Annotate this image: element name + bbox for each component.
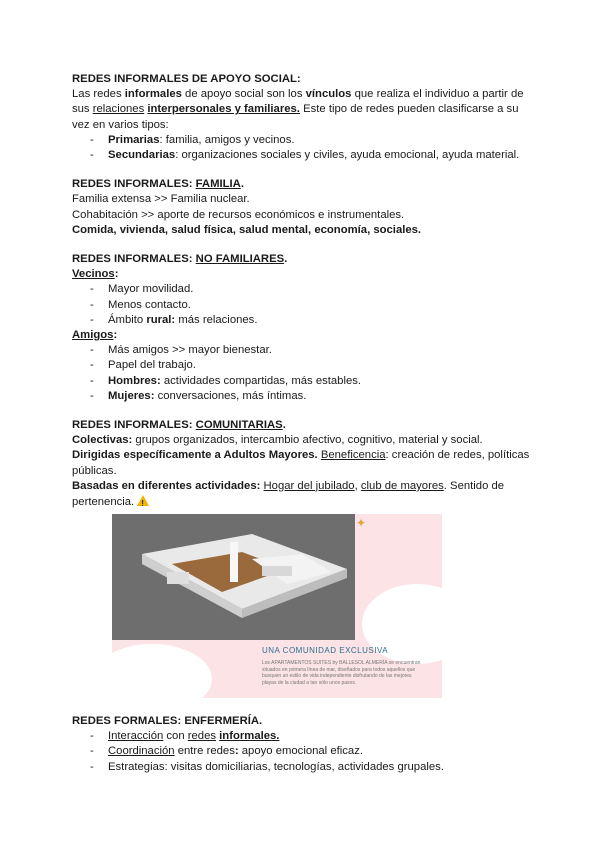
text: : familia, amigos y vecinos. bbox=[159, 133, 295, 146]
text: informales. bbox=[219, 730, 280, 743]
text: : creación de redes, políticas públicas. bbox=[72, 449, 530, 477]
list-item: - Más amigos >> mayor bienestar. bbox=[72, 343, 532, 358]
text: Primarias bbox=[108, 133, 160, 146]
apartment-image bbox=[112, 514, 442, 698]
text: redes bbox=[187, 730, 217, 743]
text: informales bbox=[124, 88, 182, 101]
list-item bbox=[72, 148, 532, 163]
text: Hogar del jubilado bbox=[263, 479, 355, 492]
text: con bbox=[163, 730, 188, 743]
subheading-vecinos bbox=[72, 267, 532, 282]
text: Hombres: bbox=[108, 374, 161, 387]
list-item bbox=[72, 729, 532, 744]
formales-list bbox=[72, 729, 532, 775]
text: . bbox=[282, 419, 286, 432]
text: , bbox=[354, 479, 361, 492]
text: NO FAMILIARES bbox=[195, 253, 285, 266]
text: de apoyo social son los bbox=[181, 88, 306, 101]
list-item: - Papel del trabajo. bbox=[72, 358, 532, 373]
text: Beneficencia bbox=[320, 449, 386, 462]
list-item: - Menos contacto. bbox=[72, 298, 532, 313]
floorplan-render bbox=[112, 514, 355, 640]
text: Interacción bbox=[108, 730, 164, 743]
decor-shape bbox=[112, 644, 212, 698]
section-title-apoyo-social: REDES INFORMALES DE APOYO SOCIAL: bbox=[72, 73, 301, 85]
text: vínculos bbox=[305, 88, 352, 101]
text: Amigos bbox=[72, 329, 114, 342]
card-text: Los APARTAMENTOS SUITES by BALLESOL ALMERÍA se encuentran situados en primera línea de mar, diseñados para todos aquellos que busquen un estilo de vida independiente disfrutando de las mejores playas de la ciudad a tan sólo unos pasos. bbox=[262, 660, 421, 686]
vecinos-list bbox=[72, 282, 532, 328]
comunitarias-line bbox=[72, 433, 532, 448]
document-body-bottom bbox=[72, 714, 532, 775]
text: Las redes bbox=[72, 88, 125, 101]
text: relaciones bbox=[92, 103, 145, 116]
card-title: UNA COMUNIDAD EXCLUSIVA bbox=[262, 646, 389, 655]
text: apoyo emocional eficaz. bbox=[238, 745, 363, 758]
text: : organizaciones sociales y civiles, ayuda emocional, ayuda material. bbox=[175, 149, 520, 162]
text: : bbox=[114, 268, 119, 281]
star-icon: ✦ bbox=[356, 516, 367, 530]
list-item bbox=[72, 744, 532, 759]
intro-paragraph bbox=[72, 87, 532, 133]
text: Dirigidas específicamente a Adultos Mayores. bbox=[72, 449, 318, 462]
familia-line: Cohabitación >> aporte de recursos económicos e instrumentales. bbox=[72, 208, 405, 221]
text: grupos organizados, intercambio afectivo, cognitivo, material y social. bbox=[132, 434, 483, 447]
familia-line: Familia extensa >> Familia nuclear. bbox=[72, 193, 250, 206]
familia-line: Comida, vivienda, salud física, salud mental, economía, sociales. bbox=[72, 223, 422, 236]
text: Mujeres: bbox=[108, 389, 155, 402]
text: . bbox=[284, 253, 288, 266]
list-item: - Mayor movilidad. bbox=[72, 282, 532, 297]
text: . bbox=[240, 178, 244, 191]
text: Colectivas: bbox=[72, 434, 133, 447]
text: COMUNITARIAS bbox=[195, 419, 283, 432]
section-title-no-familiares bbox=[72, 252, 532, 267]
text: REDES INFORMALES: bbox=[72, 178, 196, 191]
list-item bbox=[72, 389, 532, 404]
amigos-list bbox=[72, 343, 532, 404]
text: Ámbito bbox=[108, 313, 147, 326]
comunitarias-line bbox=[72, 448, 532, 478]
text: REDES INFORMALES: bbox=[72, 253, 196, 266]
section-title-comunitarias bbox=[72, 418, 532, 433]
document-body bbox=[72, 72, 532, 510]
list-item bbox=[72, 133, 532, 148]
text: que realiza el individuo a partir de sus bbox=[72, 88, 524, 116]
list-item bbox=[72, 374, 532, 389]
tipos-list bbox=[72, 133, 532, 163]
comunitarias-line bbox=[72, 479, 532, 510]
text: rural: bbox=[146, 313, 176, 326]
text: Basadas en diferentes actividades: bbox=[72, 479, 261, 492]
text: : bbox=[113, 329, 118, 342]
subheading-amigos bbox=[72, 328, 532, 343]
text: más relaciones. bbox=[175, 313, 258, 326]
text: conversaciones, más íntimas. bbox=[154, 389, 307, 402]
text: Vecinos bbox=[72, 268, 115, 281]
text: : bbox=[234, 745, 239, 758]
text: actividades compartidas, más estables. bbox=[160, 374, 362, 387]
text: club de mayores bbox=[360, 479, 444, 492]
text: FAMILIA bbox=[195, 178, 241, 191]
text: . Sentido de pertenencia. bbox=[72, 479, 505, 509]
text: interpersonales y familiares. bbox=[147, 103, 300, 116]
list-item: - Estrategias: visitas domiciliarias, tecnologías, actividades grupales. bbox=[72, 760, 532, 775]
section-title-formales: REDES FORMALES: ENFERMERÍA. bbox=[72, 715, 263, 727]
floorplan-icon bbox=[112, 514, 355, 640]
text: entre redes bbox=[174, 745, 235, 758]
text: Secundarias bbox=[108, 149, 176, 162]
warning-icon bbox=[137, 495, 149, 506]
text: Coordinación bbox=[108, 745, 175, 758]
section-title-familia bbox=[72, 177, 532, 192]
text: REDES INFORMALES: bbox=[72, 419, 196, 432]
list-item bbox=[72, 313, 532, 328]
text: Este tipo de redes pueden clasificarse a su vez en varios tipos: bbox=[72, 103, 519, 131]
